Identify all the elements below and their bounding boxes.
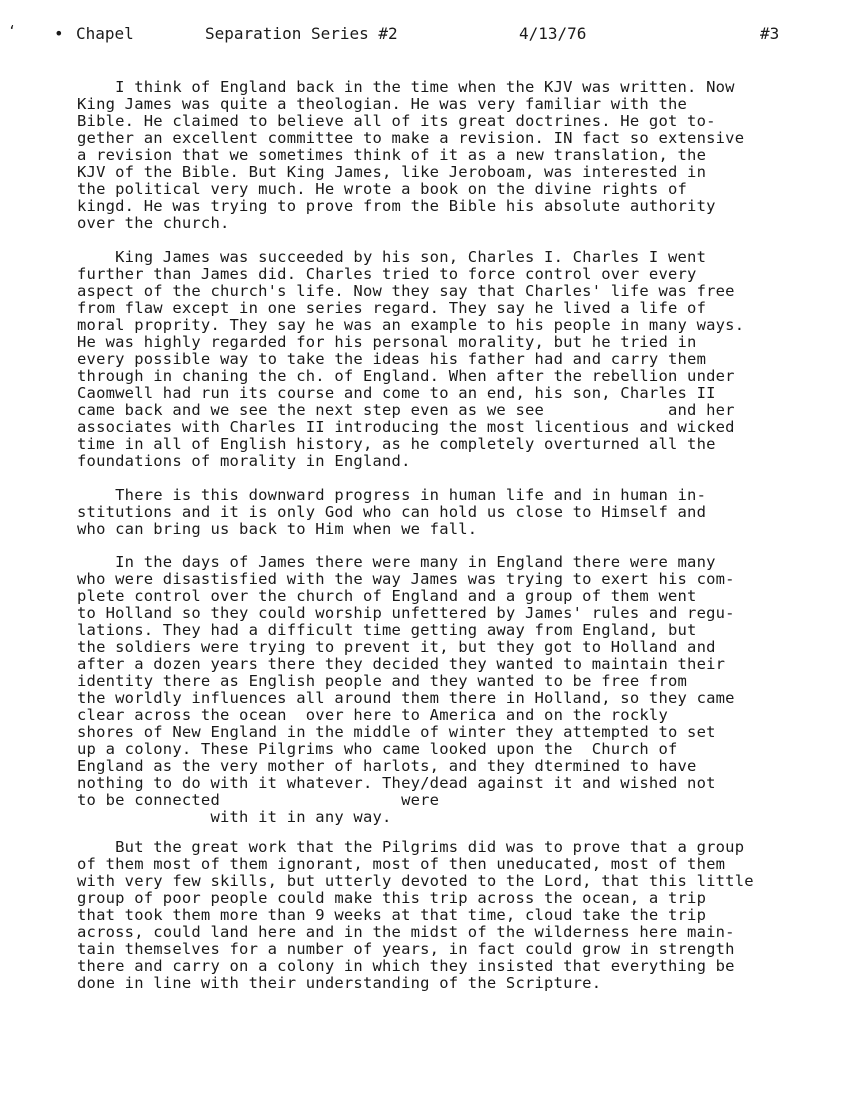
header-chapel: Chapel bbox=[76, 24, 134, 43]
text-line: a revision that we sometimes think of it as a new translation, the bbox=[77, 146, 707, 164]
text-line: lations. They had a difficult time getting away from England, but bbox=[77, 621, 697, 639]
text-line: up a colony. These Pilgrims who came looked upon the Church of bbox=[77, 740, 678, 758]
text-line: foundations of morality in England. bbox=[77, 452, 411, 470]
text-line: I think of England back in the time when the KJV was written. Now bbox=[77, 78, 735, 96]
text-line: that took them more than 9 weeks at that time, cloud take the trip bbox=[77, 906, 707, 924]
text-line: with very few skills, but utterly devoted to the Lord, that this little bbox=[77, 872, 754, 890]
text-line: But the great work that the Pilgrims did was to prove that a group bbox=[77, 838, 745, 856]
text-line: with it in any way. bbox=[77, 808, 392, 826]
text-line: group of poor people could make this trip across the ocean, a trip bbox=[77, 889, 707, 907]
text-line: further than James did. Charles tried to force control over every bbox=[77, 265, 697, 283]
text-line: who were disastisfied with the way James was trying to exert his com- bbox=[77, 570, 735, 588]
text-line: who can bring us back to Him when we fall. bbox=[77, 520, 478, 538]
text-line: time in all of English history, as he completely overturned all the bbox=[77, 435, 716, 453]
text-line: kingd. He was trying to prove from the Bible his absolute authority bbox=[77, 197, 716, 215]
text-line: gether an excellent committee to make a revision. IN fact so extensive bbox=[77, 129, 745, 147]
text-line: came back and we see the next step even as we see and her bbox=[77, 401, 735, 419]
text-line: King James was quite a theologian. He was very familiar with the bbox=[77, 95, 688, 113]
text-line: through in chaning the ch. of England. When after the rebellion under bbox=[77, 367, 735, 385]
text-line: Caomwell had run its course and come to an end, his son, Charles II bbox=[77, 384, 716, 402]
text-line: plete control over the church of England and a group of them went bbox=[77, 587, 697, 605]
text-line: the worldly influences all around them there in Holland, so they came bbox=[77, 689, 735, 707]
text-line: In the days of James there were many in England there were many bbox=[77, 553, 716, 571]
text-line: There is this downward progress in human life and in human in- bbox=[77, 486, 707, 504]
text-line: clear across the ocean over here to America and on the rockly bbox=[77, 706, 668, 724]
header-date: 4/13/76 bbox=[519, 24, 587, 43]
text-line: associates with Charles II introducing the most licentious and wicked bbox=[77, 418, 735, 436]
text-line: to Holland so they could worship unfettered by James' rules and regu- bbox=[77, 604, 735, 622]
text-line: the soldiers were trying to prevent it, but they got to Holland and bbox=[77, 638, 716, 656]
text-line: He was highly regarded for his personal morality, but he tried in bbox=[77, 333, 697, 351]
text-line: across, could land here and in the midst of the wilderness here main- bbox=[77, 923, 735, 941]
text-line: King James was succeeded by his son, Charles I. Charles I went bbox=[77, 248, 707, 266]
text-line: there and carry on a colony in which they insisted that everything be bbox=[77, 957, 735, 975]
text-line: shores of New England in the middle of winter they attempted to set bbox=[77, 723, 716, 741]
header-bullet: • bbox=[54, 24, 64, 43]
text-line: Bible. He claimed to believe all of its great doctrines. He got to- bbox=[77, 112, 716, 130]
text-line: done in line with their understanding of the Scripture. bbox=[77, 974, 602, 992]
text-line: after a dozen years there they decided they wanted to maintain their bbox=[77, 655, 726, 673]
text-line: to be connected were bbox=[77, 791, 440, 809]
text-line: aspect of the church's life. Now they say that Charles' life was free bbox=[77, 282, 735, 300]
text-line: KJV of the Bible. But King James, like Jeroboam, was interested in bbox=[77, 163, 707, 181]
header-series-title: Separation Series #2 bbox=[205, 24, 398, 43]
text-line: nothing to do with it whatever. They/dead against it and wished not bbox=[77, 774, 716, 792]
text-line: moral proprity. They say he was an example to his people in many ways. bbox=[77, 316, 745, 334]
text-line: identity there as English people and they wanted to be free from bbox=[77, 672, 688, 690]
text-line: stitutions and it is only God who can hold us close to Himself and bbox=[77, 503, 707, 521]
text-line: over the church. bbox=[77, 214, 230, 232]
text-line: of them most of them ignorant, most of then uneducated, most of them bbox=[77, 855, 726, 873]
text-line: every possible way to take the ideas his father had and carry them bbox=[77, 350, 707, 368]
text-line: the political very much. He wrote a book on the divine rights of bbox=[77, 180, 688, 198]
text-line: from flaw except in one series regard. They say he lived a life of bbox=[77, 299, 707, 317]
header-page-number: #3 bbox=[760, 24, 780, 43]
text-line: tain themselves for a number of years, in fact could grow in strength bbox=[77, 940, 735, 958]
text-line: England as the very mother of harlots, and they dtermined to have bbox=[77, 757, 697, 775]
header-tick-mark: ‘ bbox=[8, 24, 16, 39]
